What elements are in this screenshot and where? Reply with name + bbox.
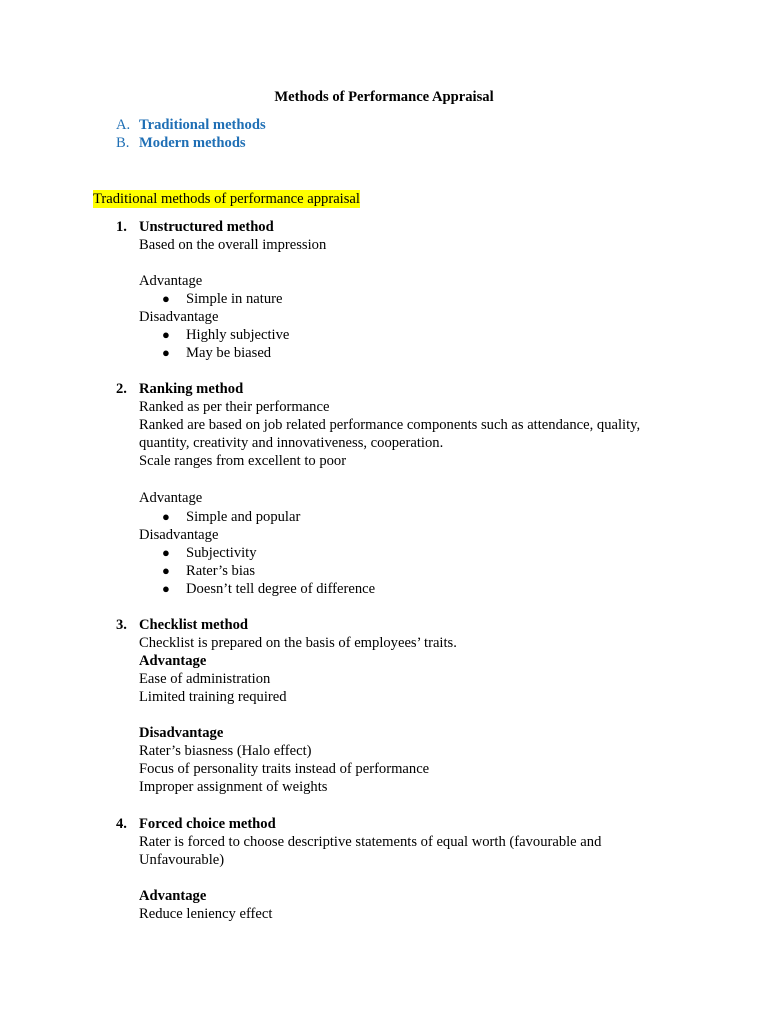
advantage-item: Limited training required xyxy=(139,689,287,705)
bullet-icon: ● xyxy=(162,563,170,578)
advantage-item: Reduce leniency effect xyxy=(139,906,273,922)
bullet-icon: ● xyxy=(162,291,170,306)
bullet-icon: ● xyxy=(162,345,170,360)
bullet-icon: ● xyxy=(162,545,170,560)
method-description: Checklist is prepared on the basis of employees’ traits. xyxy=(139,635,457,651)
disadvantage-item: Focus of personality traits instead of performance xyxy=(139,761,430,777)
method-name: Ranking method xyxy=(139,381,244,397)
disadvantage-item: Improper assignment of weights xyxy=(139,779,328,795)
disadvantage-item: Subjectivity xyxy=(186,545,257,561)
method-description: Rater is forced to choose descriptive statements of equal worth (favourable and xyxy=(139,834,602,850)
method-number: 2. xyxy=(116,381,127,397)
disadvantage-item: Doesn’t tell degree of difference xyxy=(186,581,376,597)
advantage-label: Advantage xyxy=(139,490,203,506)
bullet-icon: ● xyxy=(162,327,170,342)
method-description: Ranked are based on job related performance components such as attendance, quality, xyxy=(139,417,641,433)
advantage-item: Ease of administration xyxy=(139,671,271,687)
method-name: Forced choice method xyxy=(139,816,276,832)
bullet-icon: ● xyxy=(162,581,170,596)
outline-marker-a: A. xyxy=(116,117,131,133)
outline-item-traditional: Traditional methods xyxy=(139,117,266,133)
disadvantage-label: Disadvantage xyxy=(139,725,224,741)
advantage-item: Simple and popular xyxy=(186,509,301,525)
method-number: 3. xyxy=(116,617,127,633)
disadvantage-label: Disadvantage xyxy=(139,309,219,325)
method-description: Unfavourable) xyxy=(139,852,225,868)
method-description: Scale ranges from excellent to poor xyxy=(139,453,347,469)
method-description: quantity, creativity and innovativeness, cooperation. xyxy=(139,435,444,451)
method-number: 4. xyxy=(116,816,127,832)
outline-marker-b: B. xyxy=(116,135,130,151)
disadvantage-item: Rater’s biasness (Halo effect) xyxy=(139,743,312,759)
disadvantage-item: May be biased xyxy=(186,345,272,361)
method-name: Checklist method xyxy=(139,617,249,633)
outline-item-modern: Modern methods xyxy=(139,135,246,151)
bullet-icon: ● xyxy=(162,509,170,524)
advantage-label: Advantage xyxy=(139,653,207,669)
disadvantage-item: Highly subjective xyxy=(186,327,290,343)
section-heading: Traditional methods of performance appraisal xyxy=(93,191,360,207)
disadvantage-label: Disadvantage xyxy=(139,527,219,543)
advantage-label: Advantage xyxy=(139,888,207,904)
method-name: Unstructured method xyxy=(139,219,274,235)
advantage-item: Simple in nature xyxy=(186,291,283,307)
advantage-label: Advantage xyxy=(139,273,203,289)
page-title: Methods of Performance Appraisal xyxy=(274,89,494,105)
method-description: Based on the overall impression xyxy=(139,237,327,253)
method-description: Ranked as per their performance xyxy=(139,399,330,415)
method-number: 1. xyxy=(116,219,127,235)
disadvantage-item: Rater’s bias xyxy=(186,563,256,579)
